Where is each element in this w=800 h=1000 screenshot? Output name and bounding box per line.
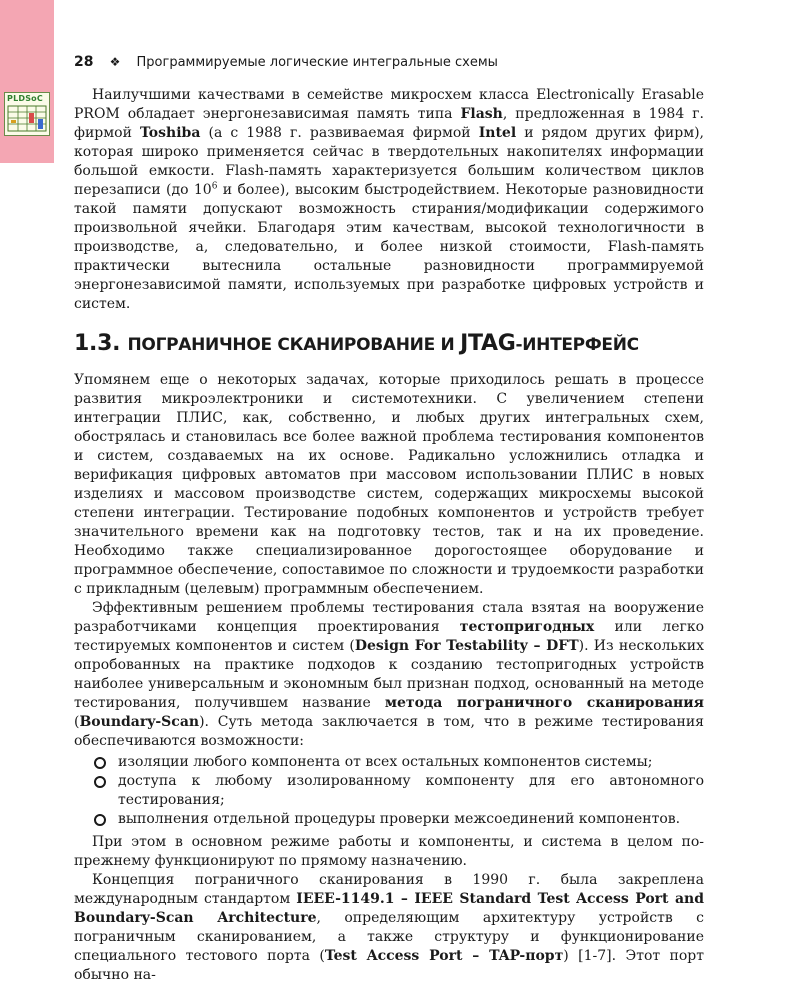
paragraph-1: Упомянем еще о некоторых задачах, которые приходилось решать в процессе развития микроэлектроники и системотехники. С увеличением степени интеграции ПЛИС, как, собственно, и любых других интегральных схем, обострялась и становилась все более важной проблема тестирования компонентов и систем, создаваемых на их основе. Радикально усложнились отладка и верификация цифровых автоматов при массовом использовании ПЛИС в новых изделиях и массовом производстве систем, содержащих микросхемы высокой степени интеграции. Тестирование подобных компонентов и устройств требует значительного времени как на подготовку тестов, так и на их проведение. Необходимо также специализированное дорогостоящее оборудование и программное обеспечение, сопоставимое по сложности и трудоемкости разработки с прикладным (целевым) программным обеспечением. <box>74 372 704 597</box>
page-number: 28 <box>74 54 94 70</box>
separator-diamond-icon: ❖ <box>109 55 121 69</box>
section-heading: 1.3. ПОГРАНИЧНОЕ СКАНИРОВАНИЕ И JTAG-ИНТЕРФЕЙС <box>74 331 639 356</box>
logo-label: PLDSoC <box>7 94 43 103</box>
pldsoc-logo-icon <box>4 92 50 136</box>
intro-paragraph: Наилучшими качествами в семействе микросхем класса Electronically Erasable PROM обладает энергонезависимая память типа Flash, предложенная в 1984 г. фирмой Toshiba (а с 1988 г. развиваемая фирмой Intel и рядом других фирм), которая широко применяется сейчас в твердотельных накопителях информации большой емкости. Flash-память характеризуется большим количеством циклов перезаписи (до $10^6$ и более), высоким быстродействием. Некоторые разновидности такой памяти допускают возможность стирания/модификации содержимого произвольной ячейки. Благодаря этим качествам, высокой технологичности в производстве, а, следовательно, и более низкой стоимости, Flash-память практически вытеснила остальные разновидности программируемой энергонезависимой памяти, используемых при разработке цифровых устройств и систем. <box>74 87 705 312</box>
logo-graphic <box>5 93 49 135</box>
list-item: доступа к любому изолированному компоненту для его автономного тестирования; <box>74 772 704 810</box>
running-header <box>74 54 704 70</box>
paragraph-2: Эффективным решением проблемы тестирования стала взятая на вооружение разработчиками концепция проектирования тестопригодных или легко тестируемых компонентов и систем (Design For Testability – DFT). Из нескольких опробованных на практике подходов к созданию тестопригодных устройств наиболее универсальным и экономным был признан подход, основанный на методе тестирования, получившем название метода пограничного сканирования (Boundary-Scan). Суть метода заключается в том, что в режиме тестирования обеспечиваются возможности: <box>74 600 705 749</box>
list-item: изоляции любого компонента от всех остальных компонентов системы; <box>74 753 704 772</box>
paragraph-3: При этом в основном режиме работы и компоненты, и система в целом по-прежнему функционируют по прямому назначению. <box>74 834 704 869</box>
running-title: Программируемые логические интегральные схемы <box>136 55 498 70</box>
page-body <box>74 86 704 985</box>
capabilities-list <box>74 753 704 829</box>
list-item: выполнения отдельной процедуры проверки межсоединений компонентов. <box>74 810 704 829</box>
paragraph-4: Концепция пограничного сканирования в 1990 г. была закреплена международным стандартом IEEE-1149.1 – IEEE Standard Test Access Port and Boundary-Scan Architecture, определяющим архитектуру устройств с пограничным сканированием, а также структуру и функционирование специального тестового порта (Test Access Port – TAP-порт) [1-7]. Этот порт обычно на- <box>74 872 705 983</box>
chapter-tab-marker <box>0 0 54 163</box>
